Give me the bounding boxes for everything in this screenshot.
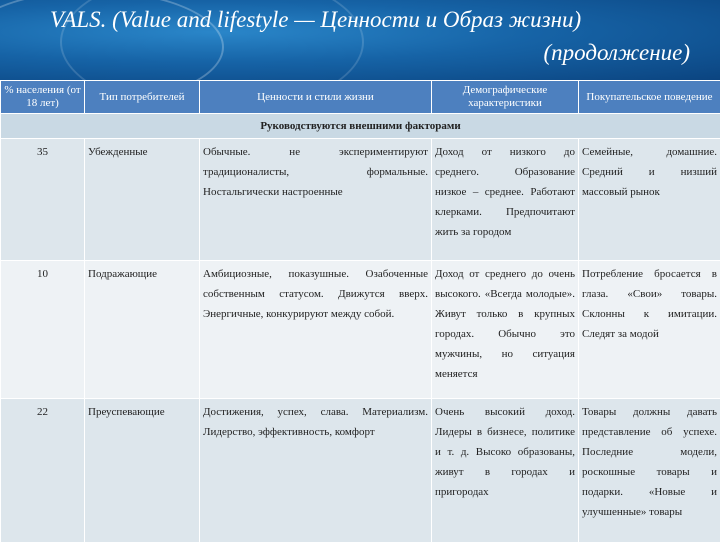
cell-pct: 22 — [1, 399, 85, 543]
cell-values: Обычные. не экспериментируют традиционалисты, формальные. Ностальгически настроенные — [200, 139, 432, 261]
vals-table — [0, 80, 720, 543]
slide-title: VALS. (Value and lifestyle — Ценности и Образ жизни) — [50, 7, 581, 33]
cell-demographics: Доход от низкого до среднего. Образование низкое – среднее. Работают клерками. Предпочитают жить за городом — [432, 139, 579, 261]
cell-type: Убежденные — [85, 139, 200, 261]
cell-behavior: Потребление бросается в глаза. «Свои» товары. Склонны к имитации. Следят за модой — [579, 261, 720, 399]
table-row — [1, 139, 720, 261]
cell-pct: 10 — [1, 261, 85, 399]
header-values-lifestyle: Ценности и стили жизни — [200, 81, 432, 114]
cell-behavior: Товары должны давать представление об успехе. Последние модели, роскошные товары и подарки. «Новые и улучшенные» товары — [579, 399, 720, 543]
cell-values: Амбициозные, показушные. Озабоченные собственным статусом. Движутся вверх. Энергичные, конкурируют между собой. — [200, 261, 432, 399]
table-row — [1, 261, 720, 399]
title-banner — [0, 0, 720, 80]
cell-behavior: Семейные, домашние. Средний и низший массовый рынок — [579, 139, 720, 261]
cell-type: Преуспевающие — [85, 399, 200, 543]
header-demographics: Демографические характеристики — [432, 81, 579, 114]
cell-demographics: Доход от среднего до очень высокого. «Всегда молодые». Живут только в крупных городах. Обычно это мужчины, но ситуация меняется — [432, 261, 579, 399]
header-consumer-type: Тип потребителей — [85, 81, 200, 114]
table-header-row — [1, 81, 720, 114]
slide-title-continuation: (продолжение) — [543, 40, 690, 66]
cell-values: Достижения, успех, слава. Материализм. Лидерство, эффективность, комфорт — [200, 399, 432, 543]
cell-type: Подражающие — [85, 261, 200, 399]
section-row — [1, 114, 720, 139]
header-buying-behavior: Покупательское поведение — [579, 81, 720, 114]
section-title: Руководствуются внешними факторами — [1, 114, 720, 139]
cell-demographics: Очень высокий доход. Лидеры в бизнесе, политике и т. д. Высоко образованы, живут в городах и пригородах — [432, 399, 579, 543]
header-population-pct: % населения (от 18 лет) — [1, 81, 85, 114]
table-row — [1, 399, 720, 543]
cell-pct: 35 — [1, 139, 85, 261]
